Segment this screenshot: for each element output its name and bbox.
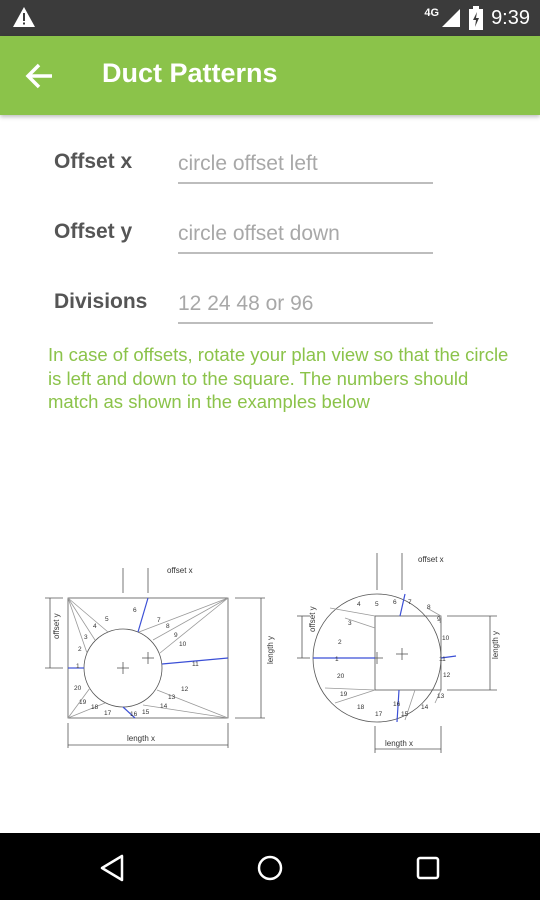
arrow-back-icon[interactable] [22, 58, 58, 94]
left-length-x-label: length x [127, 734, 156, 743]
right-offset-x-label: offset x [418, 555, 444, 564]
division-number: 4 [357, 601, 361, 608]
division-number: 14 [421, 704, 429, 711]
signal-icon [441, 8, 461, 28]
example-diagrams [35, 548, 505, 763]
offset-y-row [0, 220, 540, 280]
offset-y-label: Offset y [54, 220, 133, 243]
divisions-label: Divisions [54, 290, 148, 313]
divisions-row [0, 290, 540, 350]
division-number: 10 [442, 635, 450, 642]
division-number: 7 [157, 617, 161, 624]
clock: 9:39 [491, 6, 530, 29]
division-number: 9 [437, 616, 441, 623]
left-offset-y-label: offset y [52, 613, 61, 639]
division-number: 2 [338, 639, 342, 646]
division-number: 16 [393, 701, 401, 708]
division-number: 17 [104, 710, 112, 717]
division-number: 9 [174, 632, 178, 639]
division-number: 1 [335, 656, 339, 663]
recents-square-icon[interactable] [411, 851, 445, 885]
division-number: 17 [375, 711, 383, 718]
division-number: 11 [192, 661, 199, 668]
division-number: 12 [181, 686, 189, 693]
division-number: 8 [166, 623, 170, 630]
right-length-x-label: length x [385, 739, 414, 748]
divisions-input[interactable] [178, 286, 433, 324]
offset-y-input[interactable] [178, 216, 433, 254]
division-number: 1 [76, 663, 80, 670]
network-type-label: 4G [424, 7, 440, 19]
status-bar [0, 0, 540, 36]
page-title: Duct Patterns [102, 58, 278, 88]
division-number: 18 [357, 704, 365, 711]
division-number: 6 [393, 599, 397, 606]
division-number: 20 [337, 673, 345, 680]
division-number: 12 [443, 672, 451, 679]
division-number: 3 [84, 634, 88, 641]
division-number: 2 [78, 646, 82, 653]
right-length-y-label: length y [491, 630, 500, 659]
left-length-y-label: length y [266, 635, 275, 664]
division-number: 13 [168, 694, 176, 701]
app-bar [0, 36, 540, 115]
division-number: 6 [133, 607, 137, 614]
division-number: 4 [93, 623, 97, 630]
division-number: 19 [79, 699, 87, 706]
division-number: 16 [130, 711, 138, 718]
right-diagram [297, 553, 497, 753]
division-number: 11 [439, 656, 446, 663]
division-number: 13 [437, 693, 445, 700]
instructions-text: In case of offsets, rotate your plan view so that the circle is left and down to the square. The numbers should match as shown in the examples below [48, 344, 509, 412]
division-number: 10 [179, 641, 187, 648]
back-triangle-icon[interactable] [96, 851, 130, 885]
offset-x-label: Offset x [54, 150, 133, 173]
right-offset-y-label: offset y [308, 606, 317, 632]
division-number: 20 [74, 685, 82, 692]
battery-icon [469, 6, 483, 30]
left-offset-x-label: offset x [167, 566, 193, 575]
navigation-bar [0, 833, 540, 900]
home-circle-icon[interactable] [253, 851, 287, 885]
division-number: 7 [408, 599, 412, 606]
offset-x-row [0, 150, 540, 210]
division-number: 8 [427, 604, 431, 611]
division-number: 19 [340, 691, 348, 698]
division-number: 14 [160, 703, 168, 710]
warning-icon [12, 6, 36, 28]
division-number: 5 [375, 601, 379, 608]
offset-x-input[interactable] [178, 146, 433, 184]
division-number: 3 [348, 620, 352, 627]
left-diagram [45, 568, 265, 748]
division-number: 5 [105, 616, 109, 623]
division-number: 18 [91, 704, 99, 711]
division-number: 15 [401, 711, 409, 718]
division-number: 15 [142, 709, 150, 716]
